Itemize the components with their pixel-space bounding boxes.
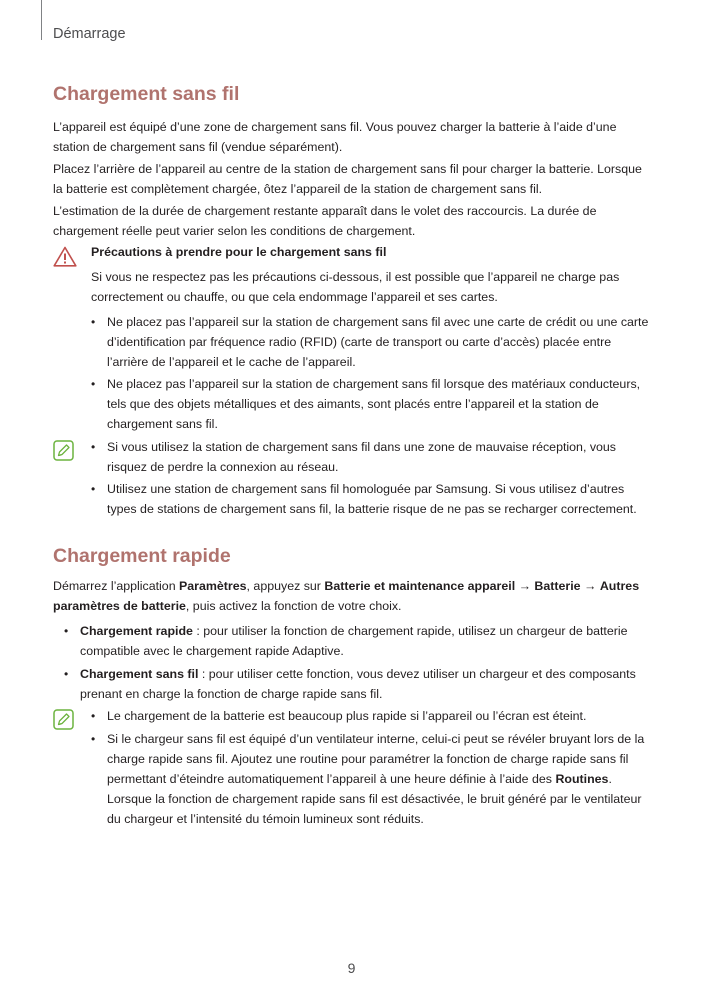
chapter-title: Démarrage bbox=[53, 26, 126, 42]
list-item-text: Si vous utilisez la station de chargement sans fil dans une zone de mauvaise réception, vous risquez de perdre la connexion au réseau. bbox=[107, 440, 616, 474]
caution-title: Précautions à prendre pour le chargement sans fil bbox=[91, 245, 387, 259]
list-item: • Ne placez pas l’appareil sur la station de chargement sans fil lorsque des matériaux conducteurs, tels que des objets métalliques et des aimants, sont placés entre l’appareil et la station de chargement sans fil. bbox=[91, 377, 641, 431]
page-number: 9 bbox=[347, 960, 356, 976]
paragraph: Placez l’arrière de l’appareil au centre de la station de chargement sans fil pour charger la batterie. Lorsque la batterie est complètement chargée, ôtez l’appareil de la station de chargement sans fil. bbox=[53, 162, 642, 196]
note-icon bbox=[53, 709, 74, 735]
list-item: • Utilisez une station de chargement sans fil homologuée par Samsung. Si vous utilisez d’autres types de stations de chargement sans fil, la batterie risque de ne pas se recharger correctement. bbox=[91, 482, 637, 516]
list-item-label: Chargement sans fil bbox=[80, 667, 199, 681]
note-icon bbox=[53, 440, 74, 466]
paragraph: L’estimation de la durée de chargement restante apparaît dans le volet des raccourcis. La durée de chargement réelle peut varier selon les conditions de chargement. bbox=[53, 204, 597, 238]
list-item-text: : pour utiliser cette fonction, vous devez utiliser un chargeur et des composants prenant en charge la fonction de charge rapide sans fil. bbox=[80, 667, 636, 701]
list-item: • Chargement sans fil : pour utiliser cette fonction, vous devez utiliser un chargeur et des composants prenant en charge la fonction de charge rapide sans fil. bbox=[64, 667, 636, 701]
list-item: • Si le chargeur sans fil est équipé d’un ventilateur interne, celui-ci peut se révéler bruyant lors de la charge rapide sans fil. Ajoutez une routine pour paramétrer la fonction de charge rapide sans fil permettant d’éteindre automatiquement l’appareil à une heure définie à l’aide des Routines. Lorsque la fonction de chargement rapide sans fil est désactivée, le bruit généré par le ventilateur du chargeur et l’intensité du témoin lumineux sont réduits. bbox=[91, 732, 645, 826]
list-item-text: Utilisez une station de chargement sans fil homologuée par Samsung. Si vous utilisez d’autres types de stations de chargement sans fil, la batterie risque de ne pas se recharger correctement. bbox=[107, 482, 637, 516]
list-item-text: Ne placez pas l’appareil sur la station de chargement sans fil avec une carte de crédit ou une carte d’identification par fréquence radio (RFID) (carte de transport ou carte d’accès) placée entre l’arrière de l’appareil et le cache de l’appareil. bbox=[107, 315, 649, 369]
list-item-text: Ne placez pas l’appareil sur la station de chargement sans fil lorsque des matériaux conducteurs, tels que des objets métalliques et des aimants, sont placés entre l’appareil et la station de chargement sans fil. bbox=[107, 377, 641, 431]
paragraph: L’appareil est équipé d’une zone de chargement sans fil. Vous pouvez charger la batterie à l’aide d’une station de chargement sans fil (vendue séparément). bbox=[53, 120, 617, 154]
paragraph-intro: Démarrez l’application Paramètres, appuyez sur Batterie et maintenance appareil → Batterie → Autres paramètres de batterie, puis activez la fonction de votre choix. bbox=[53, 579, 640, 613]
list-item-label: Chargement rapide bbox=[80, 624, 193, 638]
list-item-text: Le chargement de la batterie est beaucoup plus rapide si l’appareil ou l’écran est éteint. bbox=[107, 709, 587, 723]
list-item: • Si vous utilisez la station de chargement sans fil dans une zone de mauvaise réception, vous risquez de perdre la connexion au réseau. bbox=[91, 440, 616, 474]
caution-intro: Si vous ne respectez pas les précautions ci-dessous, il est possible que l’appareil ne charge pas correctement ou chauffe, ou que cela endommage l’appareil et ses cartes. bbox=[91, 270, 620, 304]
section-title-wireless: Chargement sans fil bbox=[53, 83, 240, 105]
list-item: • Ne placez pas l’appareil sur la station de chargement sans fil avec une carte de crédit ou une carte d’identification par fréquence radio (RFID) (carte de transport ou carte d’accès) placée entre l’arrière de l’appareil et le cache de l’appareil. bbox=[91, 315, 649, 369]
section-title-fast: Chargement rapide bbox=[53, 545, 231, 567]
list-item-text: : pour utiliser la fonction de chargement rapide, utilisez un chargeur de batterie compatible avec le chargement rapide Adaptive. bbox=[80, 624, 628, 658]
warning-icon bbox=[53, 246, 77, 272]
margin-rule bbox=[41, 0, 42, 40]
list-item: • Le chargement de la batterie est beaucoup plus rapide si l’appareil ou l’écran est éteint. bbox=[91, 709, 587, 723]
list-item: • Chargement rapide : pour utiliser la fonction de chargement rapide, utilisez un chargeur de batterie compatible avec le chargement rapide Adaptive. bbox=[64, 624, 628, 658]
